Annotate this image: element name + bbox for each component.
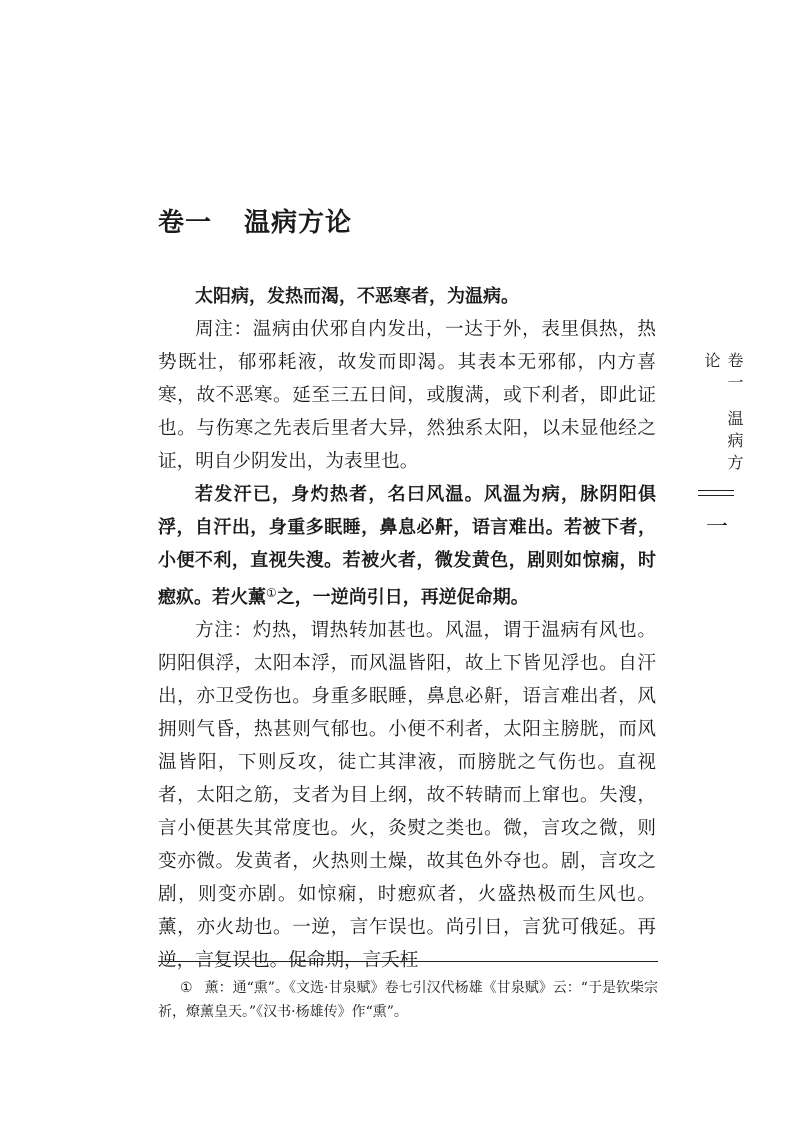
- chapter-name: 温病方论: [244, 208, 353, 238]
- running-header-chapter: 温病方论: [702, 352, 744, 476]
- footnote-mark: ①: [180, 980, 193, 996]
- footnote-reference[interactable]: ①: [266, 586, 277, 600]
- footnote-divider: [158, 961, 658, 962]
- classic-text-after-ref: 之，一逆尚引日，再逆促命期。: [276, 587, 529, 608]
- running-header-title: [700, 352, 746, 482]
- page-number: 一: [705, 515, 728, 540]
- commentary-paragraph: 周注：温病由伏邪自内发出，一达于外，表里俱热，热势既壮，郁邪耗液，故发而即渴。其表本无邪郁，内方喜寒，故不恶寒。延至三五日间，或腹满，或下利者，即此证也。与伤寒之先表后里者大异，然独系太阳，以未显他经之证，明自少阴发出，为表里也。: [158, 319, 656, 472]
- classic-text-before-ref: 若发汗已，身灼热者，名曰风温。风温为病，脉阴阳俱浮，自汗出，身重多眠睡，鼻息必鼾，语言难出。若被下者，小便不利，直视失溲。若被火者，微发黄色，剧则如惊痫，时瘛疭。若火薰: [158, 484, 656, 608]
- running-header: [700, 352, 744, 541]
- footnote: [158, 976, 658, 1024]
- classic-text-paragraph: 太阳病，发热而渴，不恶寒者，为温病。: [195, 286, 519, 307]
- chapter-volume: 卷一: [158, 208, 213, 238]
- running-header-rule: [698, 490, 734, 496]
- classic-text-paragraph: [158, 478, 656, 614]
- footnote-text: 薰：通“熏”。《文选·甘泉赋》卷七引汉代杨雄《甘泉赋》云：“于是钦柴宗祈，燎薰皇天。”《汉书·杨雄传》作“熏”。: [158, 980, 658, 1020]
- body-text: [158, 280, 656, 977]
- commentary-paragraph: 方注：灼热，谓热转加甚也。风温，谓于温病有风也。阴阳俱浮，太阳本浮，而风温皆阳，故上下皆见浮也。自汗出，亦卫受伤也。身重多眠睡，鼻息必鼾，语言难出者，风拥则气昏，热甚则气郁也。小便不利者，太阳主膀胱，而风温皆阳，下则反攻，徒亡其津液，而膀胱之气伤也。直视者，太阳之筋，支者为目上纲，故不转睛而上窜也。失溲，言小便甚失其常度也。火，灸熨之类也。微，言攻之微，则变亦微。发黄者，火热则土燥，故其色外夺也。剧，言攻之剧，则变亦剧。如惊痫，时瘛疭者，火盛热极而生风也。薰，亦火劫也。一逆，言乍误也。尚引日，言犹可俄延。再逆，言复误也。促命期，言夭枉: [158, 620, 656, 971]
- running-header-volume: 卷一: [725, 352, 744, 396]
- chapter-title: [158, 202, 352, 239]
